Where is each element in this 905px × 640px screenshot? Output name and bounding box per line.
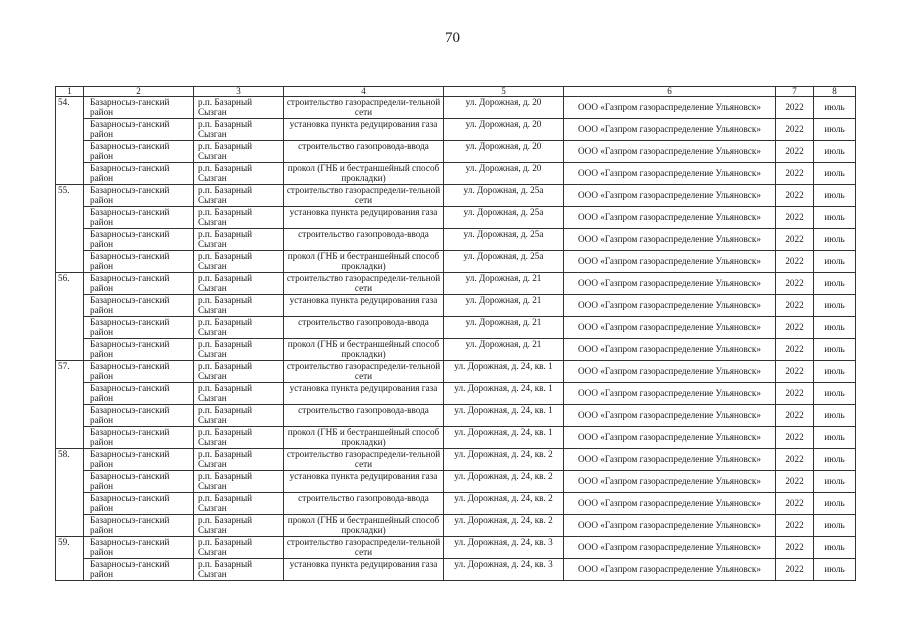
work-type-cell: установка пункта редуцирования газа	[284, 207, 444, 229]
locality-cell: р.п. Базарный Сызган	[194, 295, 284, 317]
locality-cell: р.п. Базарный Сызган	[194, 97, 284, 119]
work-type-cell: установка пункта редуцирования газа	[284, 471, 444, 493]
column-header: 3	[194, 87, 284, 97]
locality-cell: р.п. Базарный Сызган	[194, 339, 284, 361]
address-cell: ул. Дорожная, д. 24, кв. 3	[444, 559, 564, 581]
locality-cell: р.п. Базарный Сызган	[194, 405, 284, 427]
organization-cell: ООО «Газпром газораспределение Ульяновск»	[564, 163, 776, 185]
column-header: 7	[776, 87, 814, 97]
year-cell: 2022	[776, 361, 814, 383]
row-number-cell	[56, 559, 84, 581]
table-row	[56, 207, 856, 229]
district-cell: Базарносыз-ганский район	[84, 251, 194, 273]
address-cell: ул. Дорожная, д. 25а	[444, 251, 564, 273]
year-cell: 2022	[776, 207, 814, 229]
organization-cell: ООО «Газпром газораспределение Ульяновск»	[564, 295, 776, 317]
address-cell: ул. Дорожная, д. 25а	[444, 229, 564, 251]
organization-cell: ООО «Газпром газораспределение Ульяновск»	[564, 493, 776, 515]
year-cell: 2022	[776, 295, 814, 317]
row-number-cell: 54.	[56, 97, 84, 119]
address-cell: ул. Дорожная, д. 21	[444, 339, 564, 361]
column-header: 4	[284, 87, 444, 97]
locality-cell: р.п. Базарный Сызган	[194, 185, 284, 207]
address-cell: ул. Дорожная, д. 24, кв. 1	[444, 427, 564, 449]
month-cell: июль	[814, 97, 856, 119]
organization-cell: ООО «Газпром газораспределение Ульяновск»	[564, 559, 776, 581]
table-row	[56, 515, 856, 537]
table-row	[56, 317, 856, 339]
work-type-cell: прокол (ГНБ и бестраншейный способ прокладки)	[284, 339, 444, 361]
year-cell: 2022	[776, 405, 814, 427]
district-cell: Базарносыз-ганский район	[84, 559, 194, 581]
work-type-cell: прокол (ГНБ и бестраншейный способ прокладки)	[284, 163, 444, 185]
district-cell: Базарносыз-ганский район	[84, 273, 194, 295]
page-number: 70	[445, 30, 460, 46]
column-number-row	[56, 87, 856, 97]
locality-cell: р.п. Базарный Сызган	[194, 229, 284, 251]
locality-cell: р.п. Базарный Сызган	[194, 383, 284, 405]
address-cell: ул. Дорожная, д. 25а	[444, 207, 564, 229]
table-body	[56, 97, 856, 581]
address-cell: ул. Дорожная, д. 24, кв. 2	[444, 493, 564, 515]
organization-cell: ООО «Газпром газораспределение Ульяновск»	[564, 317, 776, 339]
locality-cell: р.п. Базарный Сызган	[194, 163, 284, 185]
district-cell: Базарносыз-ганский район	[84, 229, 194, 251]
month-cell: июль	[814, 515, 856, 537]
work-type-cell: строительство газопровода-ввода	[284, 141, 444, 163]
month-cell: июль	[814, 273, 856, 295]
year-cell: 2022	[776, 163, 814, 185]
row-number-cell: 56.	[56, 273, 84, 295]
work-type-cell: установка пункта редуцирования газа	[284, 383, 444, 405]
month-cell: июль	[814, 229, 856, 251]
row-number-cell: 55.	[56, 185, 84, 207]
table-row	[56, 251, 856, 273]
locality-cell: р.п. Базарный Сызган	[194, 537, 284, 559]
district-cell: Базарносыз-ганский район	[84, 141, 194, 163]
locality-cell: р.п. Базарный Сызган	[194, 119, 284, 141]
year-cell: 2022	[776, 471, 814, 493]
district-cell: Базарносыз-ганский район	[84, 163, 194, 185]
row-number-cell	[56, 251, 84, 273]
district-cell: Базарносыз-ганский район	[84, 119, 194, 141]
work-type-cell: прокол (ГНБ и бестраншейный способ прокладки)	[284, 427, 444, 449]
month-cell: июль	[814, 449, 856, 471]
organization-cell: ООО «Газпром газораспределение Ульяновск»	[564, 537, 776, 559]
table-row	[56, 273, 856, 295]
address-cell: ул. Дорожная, д. 24, кв. 1	[444, 405, 564, 427]
row-number-cell	[56, 163, 84, 185]
table-row	[56, 493, 856, 515]
year-cell: 2022	[776, 383, 814, 405]
month-cell: июль	[814, 141, 856, 163]
year-cell: 2022	[776, 273, 814, 295]
address-cell: ул. Дорожная, д. 20	[444, 119, 564, 141]
organization-cell: ООО «Газпром газораспределение Ульяновск»	[564, 97, 776, 119]
district-cell: Базарносыз-ганский район	[84, 427, 194, 449]
row-number-cell	[56, 339, 84, 361]
organization-cell: ООО «Газпром газораспределение Ульяновск»	[564, 383, 776, 405]
work-type-cell: строительство газораспредели-тельной сети	[284, 361, 444, 383]
district-cell: Базарносыз-ганский район	[84, 493, 194, 515]
district-cell: Базарносыз-ганский район	[84, 97, 194, 119]
month-cell: июль	[814, 427, 856, 449]
month-cell: июль	[814, 295, 856, 317]
row-number-cell	[56, 119, 84, 141]
table-row	[56, 141, 856, 163]
work-type-cell: строительство газопровода-ввода	[284, 229, 444, 251]
row-number-cell	[56, 317, 84, 339]
table-row	[56, 427, 856, 449]
district-cell: Базарносыз-ганский район	[84, 449, 194, 471]
work-type-cell: прокол (ГНБ и бестраншейный способ прокладки)	[284, 515, 444, 537]
organization-cell: ООО «Газпром газораспределение Ульяновск»	[564, 339, 776, 361]
month-cell: июль	[814, 361, 856, 383]
address-cell: ул. Дорожная, д. 24, кв. 1	[444, 361, 564, 383]
column-header: 1	[56, 87, 84, 97]
locality-cell: р.п. Базарный Сызган	[194, 449, 284, 471]
address-cell: ул. Дорожная, д. 24, кв. 1	[444, 383, 564, 405]
address-cell: ул. Дорожная, д. 21	[444, 273, 564, 295]
year-cell: 2022	[776, 515, 814, 537]
district-cell: Базарносыз-ганский район	[84, 207, 194, 229]
address-cell: ул. Дорожная, д. 24, кв. 2	[444, 471, 564, 493]
work-type-cell: строительство газораспредели-тельной сети	[284, 449, 444, 471]
column-header: 8	[814, 87, 856, 97]
district-cell: Базарносыз-ганский район	[84, 471, 194, 493]
year-cell: 2022	[776, 537, 814, 559]
row-number-cell	[56, 207, 84, 229]
locality-cell: р.п. Базарный Сызган	[194, 251, 284, 273]
table-row	[56, 119, 856, 141]
district-cell: Базарносыз-ганский район	[84, 317, 194, 339]
year-cell: 2022	[776, 119, 814, 141]
address-cell: ул. Дорожная, д. 20	[444, 163, 564, 185]
address-cell: ул. Дорожная, д. 24, кв. 2	[444, 449, 564, 471]
table-row	[56, 339, 856, 361]
organization-cell: ООО «Газпром газораспределение Ульяновск»	[564, 273, 776, 295]
address-cell: ул. Дорожная, д. 25а	[444, 185, 564, 207]
row-number-cell	[56, 493, 84, 515]
table-row	[56, 295, 856, 317]
month-cell: июль	[814, 537, 856, 559]
table-row	[56, 537, 856, 559]
district-cell: Базарносыз-ганский район	[84, 185, 194, 207]
organization-cell: ООО «Газпром газораспределение Ульяновск»	[564, 405, 776, 427]
work-type-cell: строительство газораспредели-тельной сети	[284, 537, 444, 559]
month-cell: июль	[814, 207, 856, 229]
table-row	[56, 229, 856, 251]
locality-cell: р.п. Базарный Сызган	[194, 361, 284, 383]
row-number-cell: 58.	[56, 449, 84, 471]
district-cell: Базарносыз-ганский район	[84, 295, 194, 317]
year-cell: 2022	[776, 251, 814, 273]
district-cell: Базарносыз-ганский район	[84, 537, 194, 559]
locality-cell: р.п. Базарный Сызган	[194, 427, 284, 449]
month-cell: июль	[814, 339, 856, 361]
locality-cell: р.п. Базарный Сызган	[194, 141, 284, 163]
locality-cell: р.п. Базарный Сызган	[194, 207, 284, 229]
row-number-cell	[56, 471, 84, 493]
year-cell: 2022	[776, 339, 814, 361]
year-cell: 2022	[776, 427, 814, 449]
table-row	[56, 185, 856, 207]
table-row	[56, 163, 856, 185]
month-cell: июль	[814, 383, 856, 405]
year-cell: 2022	[776, 317, 814, 339]
row-number-cell	[56, 405, 84, 427]
organization-cell: ООО «Газпром газораспределение Ульяновск»	[564, 471, 776, 493]
year-cell: 2022	[776, 493, 814, 515]
schedule-table	[55, 86, 856, 581]
address-cell: ул. Дорожная, д. 24, кв. 2	[444, 515, 564, 537]
row-number-cell	[56, 383, 84, 405]
month-cell: июль	[814, 317, 856, 339]
year-cell: 2022	[776, 229, 814, 251]
row-number-cell	[56, 515, 84, 537]
year-cell: 2022	[776, 449, 814, 471]
table-row	[56, 559, 856, 581]
table-row	[56, 383, 856, 405]
address-cell: ул. Дорожная, д. 21	[444, 295, 564, 317]
table-row	[56, 471, 856, 493]
locality-cell: р.п. Базарный Сызган	[194, 515, 284, 537]
month-cell: июль	[814, 163, 856, 185]
district-cell: Базарносыз-ганский район	[84, 339, 194, 361]
year-cell: 2022	[776, 559, 814, 581]
work-type-cell: прокол (ГНБ и бестраншейный способ прокладки)	[284, 251, 444, 273]
table-row	[56, 97, 856, 119]
address-cell: ул. Дорожная, д. 24, кв. 3	[444, 537, 564, 559]
organization-cell: ООО «Газпром газораспределение Ульяновск»	[564, 449, 776, 471]
table-row	[56, 449, 856, 471]
month-cell: июль	[814, 405, 856, 427]
column-header: 2	[84, 87, 194, 97]
locality-cell: р.п. Базарный Сызган	[194, 273, 284, 295]
work-type-cell: строительство газораспредели-тельной сети	[284, 97, 444, 119]
month-cell: июль	[814, 471, 856, 493]
organization-cell: ООО «Газпром газораспределение Ульяновск»	[564, 229, 776, 251]
address-cell: ул. Дорожная, д. 21	[444, 317, 564, 339]
month-cell: июль	[814, 559, 856, 581]
work-type-cell: установка пункта редуцирования газа	[284, 295, 444, 317]
district-cell: Базарносыз-ганский район	[84, 383, 194, 405]
row-number-cell	[56, 229, 84, 251]
locality-cell: р.п. Базарный Сызган	[194, 493, 284, 515]
district-cell: Базарносыз-ганский район	[84, 515, 194, 537]
locality-cell: р.п. Базарный Сызган	[194, 317, 284, 339]
organization-cell: ООО «Газпром газораспределение Ульяновск»	[564, 119, 776, 141]
column-header: 6	[564, 87, 776, 97]
work-type-cell: строительство газораспредели-тельной сети	[284, 273, 444, 295]
year-cell: 2022	[776, 141, 814, 163]
month-cell: июль	[814, 493, 856, 515]
address-cell: ул. Дорожная, д. 20	[444, 97, 564, 119]
locality-cell: р.п. Базарный Сызган	[194, 471, 284, 493]
year-cell: 2022	[776, 185, 814, 207]
table-row	[56, 405, 856, 427]
column-header: 5	[444, 87, 564, 97]
organization-cell: ООО «Газпром газораспределение Ульяновск»	[564, 251, 776, 273]
row-number-cell: 57.	[56, 361, 84, 383]
month-cell: июль	[814, 119, 856, 141]
work-type-cell: строительство газопровода-ввода	[284, 405, 444, 427]
work-type-cell: строительство газопровода-ввода	[284, 493, 444, 515]
row-number-cell	[56, 295, 84, 317]
row-number-cell: 59.	[56, 537, 84, 559]
district-cell: Базарносыз-ганский район	[84, 361, 194, 383]
work-type-cell: установка пункта редуцирования газа	[284, 119, 444, 141]
organization-cell: ООО «Газпром газораспределение Ульяновск»	[564, 361, 776, 383]
year-cell: 2022	[776, 97, 814, 119]
row-number-cell	[56, 427, 84, 449]
organization-cell: ООО «Газпром газораспределение Ульяновск»	[564, 427, 776, 449]
organization-cell: ООО «Газпром газораспределение Ульяновск»	[564, 207, 776, 229]
row-number-cell	[56, 141, 84, 163]
organization-cell: ООО «Газпром газораспределение Ульяновск»	[564, 185, 776, 207]
organization-cell: ООО «Газпром газораспределение Ульяновск»	[564, 515, 776, 537]
locality-cell: р.п. Базарный Сызган	[194, 559, 284, 581]
work-type-cell: установка пункта редуцирования газа	[284, 559, 444, 581]
work-type-cell: строительство газопровода-ввода	[284, 317, 444, 339]
month-cell: июль	[814, 185, 856, 207]
district-cell: Базарносыз-ганский район	[84, 405, 194, 427]
month-cell: июль	[814, 251, 856, 273]
address-cell: ул. Дорожная, д. 20	[444, 141, 564, 163]
table-row	[56, 361, 856, 383]
organization-cell: ООО «Газпром газораспределение Ульяновск»	[564, 141, 776, 163]
work-type-cell: строительство газораспредели-тельной сети	[284, 185, 444, 207]
